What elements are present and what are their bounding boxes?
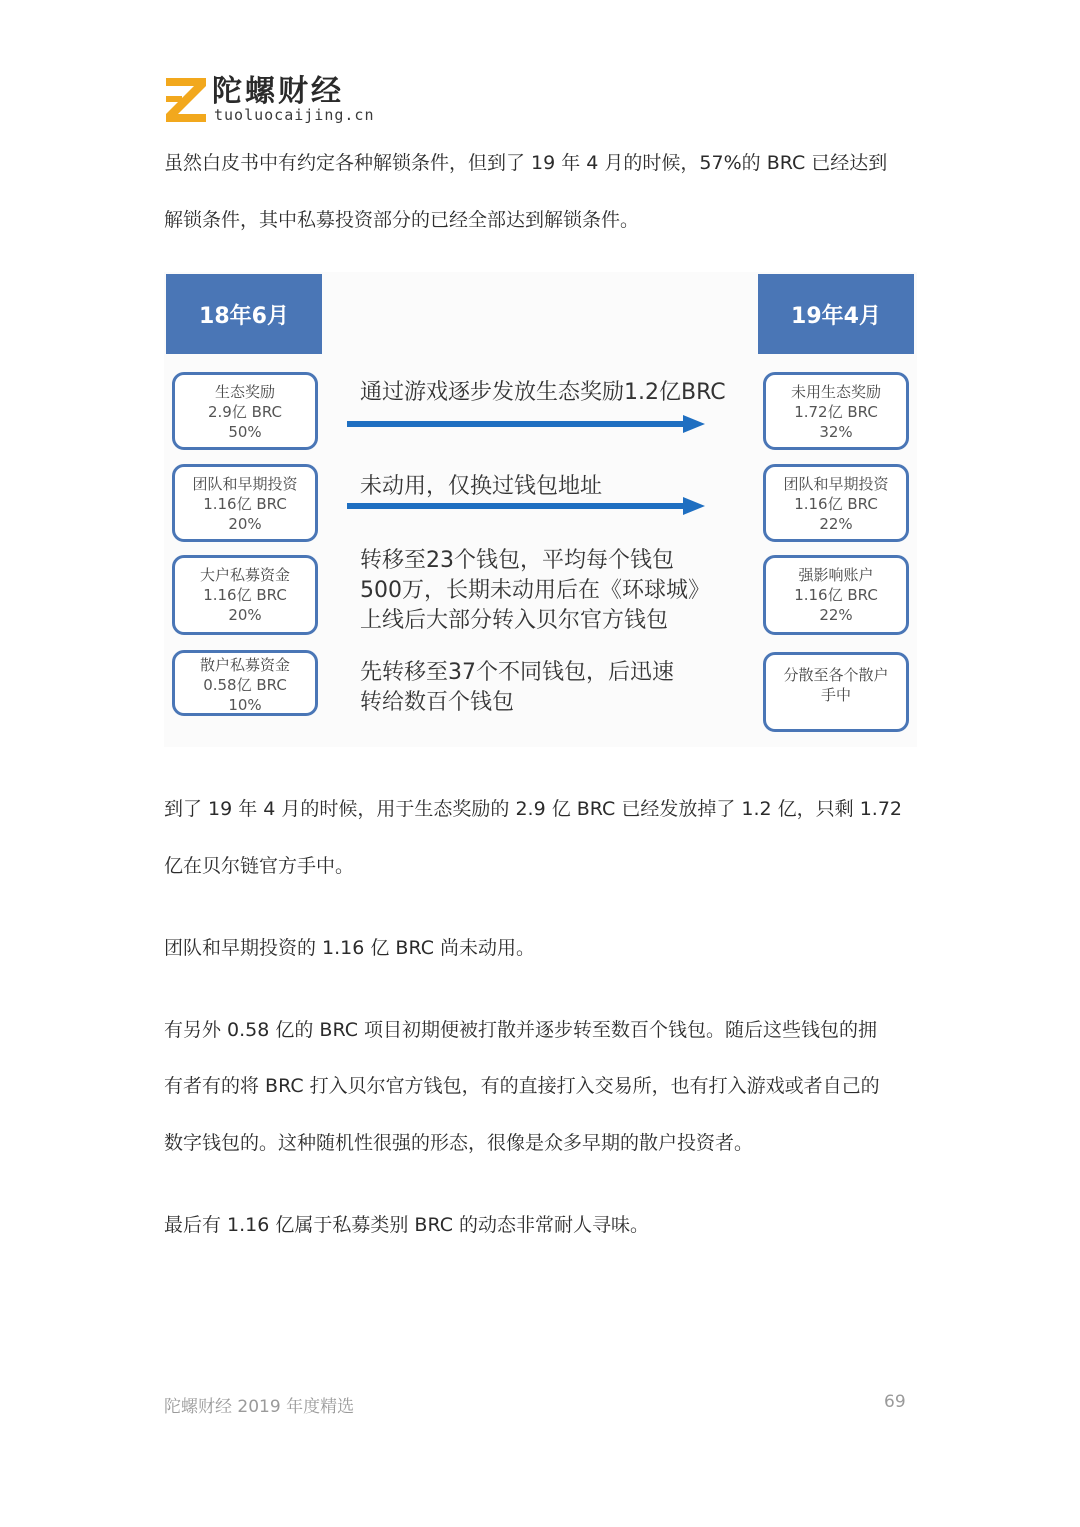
flow-desc-ecosystem	[360, 378, 726, 408]
desc-line: 上线后大部分转入贝尔官方钱包	[360, 608, 669, 633]
flow-desc-retail-private	[360, 658, 674, 718]
box-title: 强影响账户	[798, 566, 874, 584]
paragraph-line: 有者有的将 BRC 打入贝尔官方钱包，有的直接打入交易所，也有打入游戏或者自己的	[164, 1075, 880, 1097]
logo	[164, 74, 384, 124]
box-amount: 1.16亿 BRC	[203, 495, 287, 513]
logo-url: tuoluocaijing.cn	[214, 106, 375, 124]
logo-z-icon	[164, 76, 208, 122]
desc-line: 转给数百个钱包	[360, 690, 515, 715]
box-title: 未用生态奖励	[790, 383, 881, 401]
arrow-right-icon	[347, 414, 707, 434]
paragraph-line: 最后有 1.16 亿属于私募类别 BRC 的动态非常耐人寻味。	[164, 1214, 650, 1236]
left-header: 18年6月	[166, 274, 322, 354]
logo-name: 陀螺财经	[212, 74, 344, 109]
desc-line: 先转移至37个不同钱包，后迅速	[360, 660, 674, 685]
box-amount: 手中	[820, 686, 851, 704]
paragraph-line: 亿在贝尔链官方手中。	[164, 855, 355, 877]
box-percent: 22%	[819, 606, 853, 624]
desc-line: 500万，长期未动用后在《环球城》	[360, 578, 710, 603]
box-title: 大户私募资金	[199, 566, 290, 584]
right-box-team	[763, 464, 909, 542]
desc-line: 转移至23个钱包，平均每个钱包	[360, 548, 674, 573]
desc-line: 未动用，仅换过钱包地址	[360, 474, 603, 499]
left-box-large-private	[172, 555, 318, 635]
brc-distribution-figure	[164, 272, 917, 747]
paragraph-line: 解锁条件，其中私募投资部分的已经全部达到解锁条件。	[164, 209, 640, 231]
box-percent: 20%	[228, 515, 262, 533]
paragraph-line: 团队和早期投资的 1.16 亿 BRC 尚未动用。	[164, 937, 536, 959]
right-box-influential	[763, 555, 909, 635]
box-percent: 50%	[228, 423, 262, 441]
right-header: 19年4月	[758, 274, 914, 354]
box-amount: 0.58亿 BRC	[203, 676, 287, 694]
paragraph-line: 虽然白皮书中有约定各种解锁条件，但到了 19 年 4 月的时候，57%的 BRC 已经达到	[164, 152, 888, 174]
desc-line: 通过游戏逐步发放生态奖励1.2亿BRC	[360, 380, 726, 405]
box-title: 团队和早期投资	[192, 475, 298, 493]
left-box-ecosystem	[172, 372, 318, 450]
paragraph-line: 数字钱包的。这种随机性很强的形态，很像是众多早期的散户投资者。	[164, 1132, 754, 1154]
paragraph-line: 有另外 0.58 亿的 BRC 项目初期便被打散并逐步转至数百个钱包。随后这些钱包的拥	[164, 1019, 878, 1041]
box-title: 团队和早期投资	[783, 475, 889, 493]
box-percent: 20%	[228, 606, 262, 624]
page-number: 69	[884, 1392, 906, 1412]
box-amount: 1.16亿 BRC	[794, 586, 878, 604]
box-title: 生态奖励	[214, 383, 275, 401]
box-amount: 1.16亿 BRC	[794, 495, 878, 513]
box-title: 分散至各个散户	[783, 666, 889, 684]
box-percent: 22%	[819, 515, 853, 533]
box-amount: 2.9亿 BRC	[207, 403, 283, 421]
right-box-retail	[763, 652, 909, 732]
right-box-unused-ecosystem	[763, 372, 909, 450]
footer-title: 陀螺财经 2019 年度精选	[164, 1397, 355, 1417]
flow-desc-large-private	[360, 546, 710, 636]
left-box-team	[172, 464, 318, 542]
box-title: 散户私募资金	[199, 656, 290, 674]
box-percent: 32%	[819, 423, 853, 441]
box-amount: 1.72亿 BRC	[794, 403, 878, 421]
paragraph-line: 到了 19 年 4 月的时候，用于生态奖励的 2.9 亿 BRC 已经发放掉了 1.2 亿，只剩 1.72	[164, 798, 902, 820]
arrow-right-icon	[347, 496, 707, 516]
box-percent: 10%	[228, 696, 262, 714]
box-amount: 1.16亿 BRC	[203, 586, 287, 604]
left-box-retail-private	[172, 650, 318, 716]
